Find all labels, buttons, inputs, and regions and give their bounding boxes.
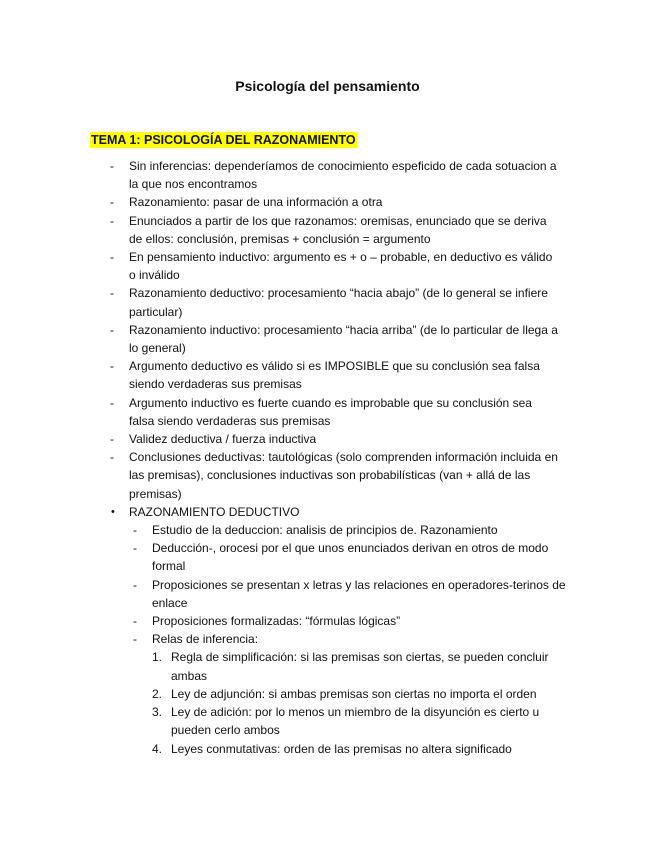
dash-marker: - [133, 614, 137, 629]
dash-marker: - [110, 213, 114, 228]
dash-marker: - [110, 286, 114, 301]
list-item [0, 539, 567, 575]
numbered-item-text: Regla de simplificación: si las premisas son ciertas, se pueden concluir ambas [171, 650, 549, 683]
list-item-text: Estudio de la deduccion: analisis de principios de. Razonamiento [152, 523, 498, 538]
dash-marker: - [110, 395, 114, 410]
list-item [0, 394, 559, 430]
dash-marker: - [133, 632, 137, 647]
bullet-marker: • [111, 505, 115, 518]
list-item [0, 321, 559, 357]
dash-marker: - [110, 322, 114, 337]
dash-marker: - [133, 541, 137, 556]
list-item-text: Razonamiento inductivo: procesamiento “hacia arriba” (de lo particular de llega a lo general) [129, 322, 558, 356]
dash-list [0, 157, 655, 503]
list-item [0, 284, 559, 320]
bullet-item-razonamiento-deductivo [0, 503, 559, 521]
list-item [0, 212, 559, 248]
list-item [0, 448, 559, 503]
numbered-item [0, 648, 571, 684]
list-item-text: En pensamiento inductivo: argumento es + o – probable, en deductivo es válido o inválido [129, 250, 553, 283]
dash-marker: - [110, 250, 114, 265]
list-item-text: Conclusiones deductivas: tautológicas (solo comprenden información incluida en las premisas), conclusiones inductivas son probabilísticas (van + allá de las premisas) [129, 450, 558, 501]
dash-marker: - [133, 577, 137, 592]
dash-marker: - [133, 523, 137, 538]
item-number: 3. [152, 705, 163, 720]
list-item [0, 430, 559, 448]
item-number: 4. [152, 741, 163, 756]
list-item-text: Argumento inductivo es fuerte cuando es improbable que su conclusión sea falsa siendo verdaderas sus premisas [129, 395, 532, 428]
list-item-text: Validez deductiva / fuerza inductiva [129, 432, 317, 447]
item-number: 1. [152, 650, 163, 665]
list-item-text: Enunciados a partir de los que razonamos: oremisas, enunciado que se deriva de ellos: conclusión, premisas + conclusión = argumento [129, 213, 547, 246]
document-body [0, 157, 655, 758]
list-item-text: Argumento deductivo es válido si es IMPOSIBLE que su conclusión sea falsa siendo verdaderas sus premisas [129, 359, 540, 392]
numbered-item [0, 703, 571, 739]
list-item-text: Razonamiento deductivo: procesamiento “hacia abajo” (de lo general se infiere particular) [129, 286, 548, 319]
document-title: Psicología del pensamiento [235, 78, 420, 94]
dash-marker: - [110, 359, 114, 374]
section-heading-highlighted: TEMA 1: PSICOLOGÍA DEL RAZONAMIENTO [91, 133, 356, 147]
numbered-item [0, 685, 571, 703]
bullet-item-label: RAZONAMIENTO DEDUCTIVO [129, 504, 300, 519]
nested-dash-list [0, 521, 655, 648]
list-item-text: Relas de inferencia: [152, 632, 259, 647]
dash-marker: - [110, 432, 114, 447]
list-item [0, 576, 567, 612]
list-item [0, 357, 559, 393]
list-item-text: Proposiciones se presentan x letras y las relaciones en operadores-terinos de enlace [152, 577, 566, 610]
numbered-list [0, 648, 655, 757]
list-item [0, 612, 567, 630]
list-item [0, 521, 567, 539]
list-item [0, 630, 567, 648]
list-item-text: Deducción-, orocesi por el que unos enunciados derivan en otros de modo formal [152, 541, 549, 574]
dash-marker: - [110, 450, 114, 465]
list-item-text: Razonamiento: pasar de una información a otra [129, 195, 383, 210]
list-item [0, 248, 559, 284]
numbered-item-text: Ley de adjunción: si ambas premisas son ciertas no importa el orden [171, 686, 537, 701]
numbered-item-text: Ley de adición: por lo menos un miembro de la disyunción es cierto u pueden cerlo ambos [171, 705, 540, 738]
item-number: 2. [152, 686, 163, 701]
list-item-text: Sin inferencias: dependeríamos de conocimiento espeficido de cada sotuacion a la que nos encontramos [129, 159, 557, 192]
numbered-item-text: Leyes conmutativas: orden de las premisas no altera significado [171, 741, 512, 756]
dash-marker: - [110, 159, 114, 173]
list-item-text: Proposiciones formalizadas: “fórmulas lógicas” [152, 614, 401, 629]
list-item [0, 157, 559, 193]
numbered-item [0, 740, 571, 758]
list-item [0, 193, 559, 211]
dash-marker: - [110, 195, 114, 210]
